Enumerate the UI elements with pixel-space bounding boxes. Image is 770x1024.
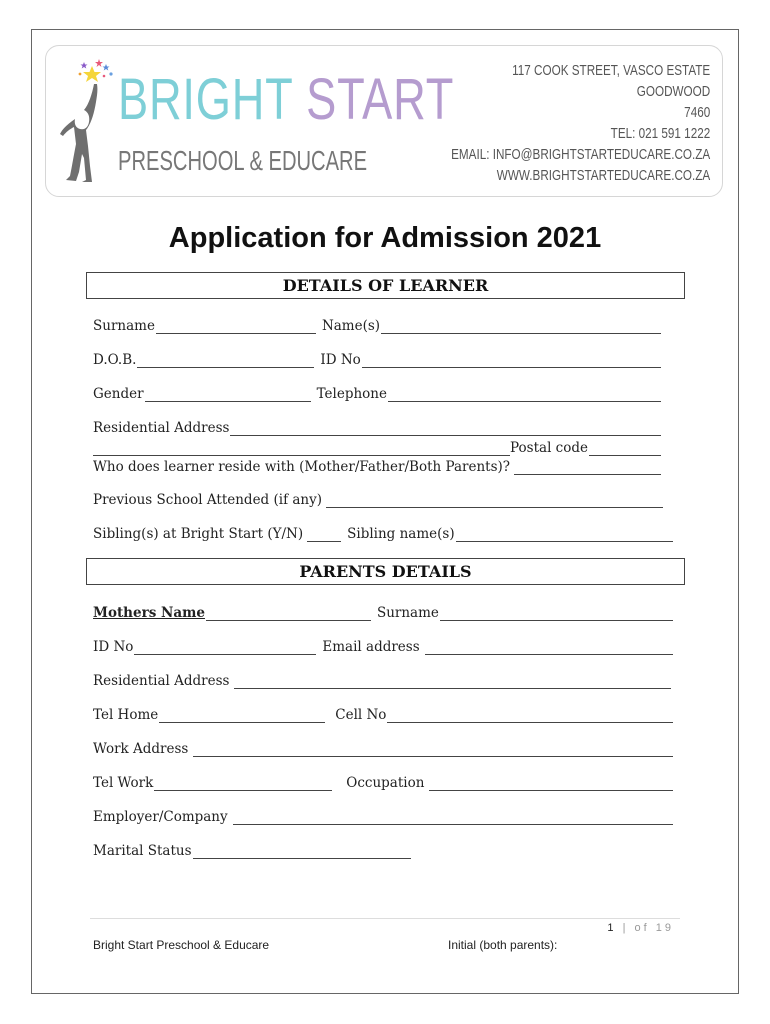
learner-gender-label: Gender [93, 386, 144, 402]
mother-tel-home-label: Tel Home [93, 707, 159, 723]
mothers-name-field[interactable] [206, 606, 371, 621]
footer-divider [90, 918, 680, 919]
footer-school-name: Bright Start Preschool & Educare [93, 938, 270, 952]
parents-section-heading: PARENTS DETAILS [86, 558, 685, 585]
row-reside-with [93, 455, 673, 475]
learner-id-field[interactable] [362, 353, 661, 368]
learner-previous-school-label: Previous School Attended (if any) [93, 492, 322, 508]
learner-names-field[interactable] [381, 319, 661, 334]
mothers-surname-field[interactable] [440, 606, 673, 621]
learner-gender-field[interactable] [145, 387, 311, 402]
learner-sibling-names-label: Sibling name(s) [347, 526, 455, 542]
row-tel-cell [93, 703, 673, 723]
learner-postal-code-field[interactable] [589, 441, 661, 456]
document-title: Application for Admission 2021 [168, 222, 602, 254]
page-of-total: of 19 [634, 922, 674, 934]
footer-initial-label: Initial (both parents): [448, 938, 558, 952]
row-marital-status [93, 839, 673, 859]
mother-cell-field[interactable] [387, 708, 673, 723]
row-siblings [93, 522, 673, 542]
row-residential-address [93, 416, 673, 436]
page-current: 1 [607, 922, 617, 934]
mothers-name-label: Mothers Name [93, 605, 205, 621]
brand-word-bright: BRIGHT [118, 67, 293, 132]
learner-section-heading: DETAILS OF LEARNER [86, 272, 685, 299]
brand-subtitle: PRESCHOOL & EDUCARE [118, 145, 368, 176]
row-employer [93, 805, 673, 825]
letterhead [45, 45, 723, 197]
learner-names-label: Name(s) [321, 318, 381, 334]
learner-postal-code-label: Postal code [510, 440, 588, 456]
learner-reside-with-label: Who does learner reside with (Mother/Father/Both Parents)? [93, 459, 511, 475]
mother-tel-work-field[interactable] [154, 776, 332, 791]
learner-telephone-field[interactable] [388, 387, 661, 402]
row-mother-address [93, 669, 673, 689]
mother-tel-home-field[interactable] [159, 708, 325, 723]
learner-siblings-label: Sibling(s) at Bright Start (Y/N) [93, 526, 304, 542]
brand-word-start: START [306, 67, 455, 132]
telephone-line: TEL: 021 591 1222 [610, 125, 710, 142]
mother-email-field[interactable] [425, 640, 673, 655]
row-gender-telephone [93, 382, 673, 402]
address-line-1: 117 COOK STREET, VASCO ESTATE [511, 62, 710, 79]
row-dob-id [93, 348, 673, 368]
learner-address-label: Residential Address [93, 420, 230, 436]
mother-id-label: ID No [93, 639, 134, 655]
row-postal-code [93, 436, 673, 456]
learner-sibling-names-field[interactable] [456, 527, 673, 542]
mother-address-label: Residential Address [93, 673, 230, 689]
learner-address-line-2-field[interactable] [93, 441, 510, 456]
website-line: WWW.BRIGHTSTARTEDUCARE.CO.ZA [496, 167, 710, 184]
learner-previous-school-field[interactable] [326, 493, 663, 508]
learner-surname-label: Surname [93, 318, 155, 334]
address-line-3: 7460 [683, 104, 710, 121]
learner-dob-field[interactable] [137, 353, 314, 368]
mother-marital-status-field[interactable] [193, 844, 411, 859]
row-id-email [93, 635, 673, 655]
mothers-surname-label: Surname [376, 605, 439, 621]
mother-occupation-field[interactable] [429, 776, 673, 791]
learner-address-field[interactable] [230, 421, 661, 436]
row-tel-work-occupation [93, 771, 673, 791]
mother-employer-field[interactable] [233, 810, 673, 825]
mother-employer-label: Employer/Company [93, 809, 228, 825]
mother-work-address-field[interactable] [193, 742, 673, 757]
address-line-2: GOODWOOD [636, 83, 710, 100]
mother-work-address-label: Work Address [93, 741, 189, 757]
mother-tel-work-label: Tel Work [93, 775, 154, 791]
row-work-address [93, 737, 673, 757]
mother-id-field[interactable] [134, 640, 316, 655]
learner-siblings-yn-field[interactable] [307, 527, 341, 542]
page-number [607, 922, 674, 934]
learner-id-label: ID No [320, 352, 361, 368]
row-mothers-name [93, 601, 673, 621]
email-line: EMAIL: INFO@BRIGHTSTARTEDUCARE.CO.ZA [450, 146, 710, 163]
contact-block [378, 60, 710, 186]
mother-marital-status-label: Marital Status [93, 843, 192, 859]
mother-occupation-label: Occupation [346, 775, 425, 791]
learner-dob-label: D.O.B. [93, 352, 137, 368]
mother-address-field[interactable] [234, 674, 671, 689]
mother-cell-label: Cell No [335, 707, 387, 723]
learner-surname-field[interactable] [156, 319, 316, 334]
learner-reside-with-field[interactable] [514, 460, 661, 475]
learner-telephone-label: Telephone [316, 386, 387, 402]
row-surname-names [93, 314, 673, 334]
child-reaching-star-logo-icon [54, 54, 124, 189]
mother-email-label: Email address [322, 639, 420, 655]
row-previous-school [93, 488, 673, 508]
page-separator: | [622, 922, 629, 934]
